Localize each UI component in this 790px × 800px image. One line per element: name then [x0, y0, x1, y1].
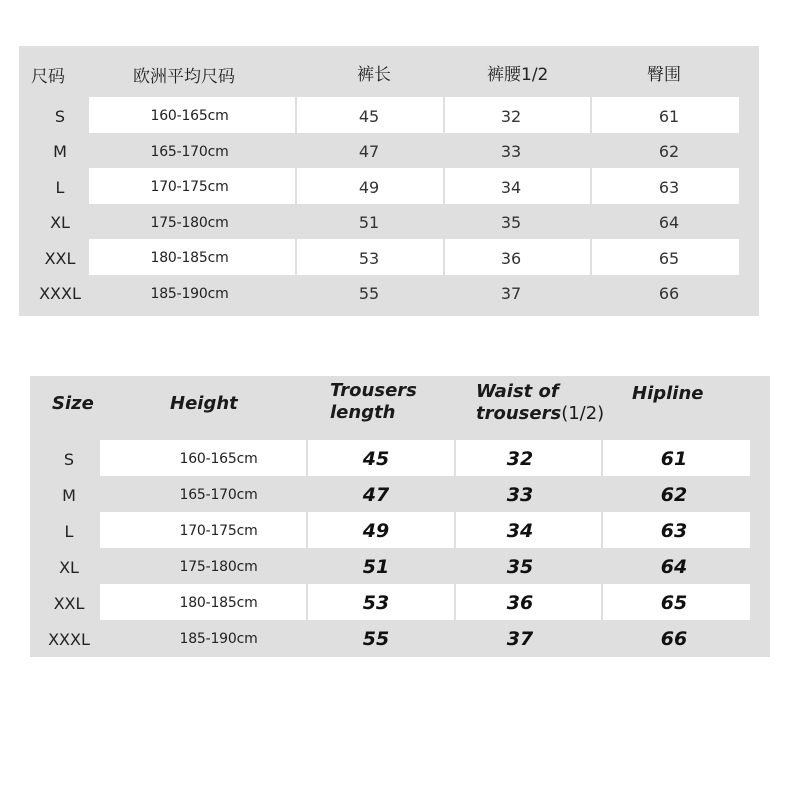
hip-cell: 61	[658, 106, 680, 126]
hip-cell: 64	[660, 556, 688, 578]
size-cell: M	[53, 142, 67, 161]
header-waist-line2-text: trousers	[476, 403, 562, 424]
size-cell: S	[63, 449, 75, 469]
column-separator	[601, 440, 603, 476]
header-size: 尺码	[31, 66, 65, 87]
size-cell: M	[62, 485, 76, 505]
height-cell: 170-175cm	[150, 179, 229, 195]
hip-cell: 64	[658, 213, 680, 232]
hip-cell: 65	[660, 592, 688, 614]
length-cell: 49	[358, 177, 380, 197]
header-waist	[476, 380, 604, 426]
size-cell: L	[55, 177, 65, 197]
size-table-chinese	[19, 46, 759, 316]
height-cell: 175-180cm	[179, 559, 258, 575]
length-cell: 55	[358, 284, 380, 303]
hip-cell: 65	[658, 248, 680, 268]
height-cell: 160-165cm	[179, 451, 258, 467]
height-cell: 165-170cm	[179, 487, 258, 503]
hip-cell: 62	[660, 484, 688, 506]
waist-cell: 34	[500, 177, 522, 197]
column-separator	[590, 97, 592, 133]
length-cell: 47	[362, 484, 390, 506]
size-table-english	[30, 376, 770, 657]
waist-cell: 34	[506, 520, 534, 542]
height-cell: 180-185cm	[179, 595, 258, 611]
height-cell: 180-185cm	[150, 250, 229, 266]
header-height: Height	[170, 393, 238, 414]
height-cell: 185-190cm	[179, 631, 258, 647]
hip-cell: 66	[660, 628, 688, 650]
column-separator	[454, 440, 456, 476]
waist-cell: 32	[506, 448, 534, 470]
size-cell: XXXL	[48, 629, 90, 649]
header-size: Size	[52, 393, 94, 414]
header-waist-suffix: (1/2)	[561, 403, 605, 424]
column-separator	[443, 168, 445, 204]
header-waist-line2	[476, 403, 604, 425]
header-waist-line1: Waist of	[476, 381, 559, 402]
waist-cell: 35	[506, 556, 534, 578]
length-cell: 53	[362, 592, 390, 614]
column-separator	[295, 168, 297, 204]
column-separator	[454, 584, 456, 620]
length-cell: 53	[358, 248, 380, 268]
column-separator	[306, 584, 308, 620]
size-cell: XXL	[53, 593, 85, 613]
column-separator	[443, 97, 445, 133]
hip-cell: 62	[658, 142, 680, 161]
column-separator	[295, 97, 297, 133]
header-length-line2: length	[330, 402, 396, 423]
header-waist: 裤腰1/2	[487, 64, 549, 85]
length-cell: 55	[362, 628, 390, 650]
length-cell: 45	[362, 448, 390, 470]
height-cell: 165-170cm	[150, 143, 229, 160]
size-cell: L	[64, 521, 74, 541]
column-separator	[590, 239, 592, 275]
hip-cell: 61	[660, 448, 688, 470]
waist-cell: 32	[500, 106, 522, 126]
waist-cell: 37	[500, 284, 522, 303]
column-separator	[601, 584, 603, 620]
length-cell: 47	[358, 142, 380, 161]
column-separator	[306, 440, 308, 476]
column-separator	[454, 512, 456, 548]
waist-cell: 33	[500, 142, 522, 161]
waist-cell: 36	[500, 248, 522, 268]
column-separator	[306, 512, 308, 548]
length-cell: 49	[362, 520, 390, 542]
size-cell: XL	[50, 213, 70, 232]
column-separator	[601, 512, 603, 548]
height-cell: 160-165cm	[150, 108, 229, 124]
header-hip: 臀围	[647, 64, 681, 85]
hip-cell: 63	[660, 520, 688, 542]
size-cell: S	[54, 106, 66, 126]
size-cell: XXXL	[39, 284, 81, 303]
height-cell: 175-180cm	[150, 214, 229, 231]
waist-cell: 35	[500, 213, 522, 232]
column-separator	[590, 168, 592, 204]
waist-cell: 37	[506, 628, 534, 650]
height-cell: 185-190cm	[150, 285, 229, 302]
length-cell: 51	[362, 556, 390, 578]
size-cell: XXL	[44, 248, 76, 268]
height-cell: 170-175cm	[179, 523, 258, 539]
hip-cell: 63	[658, 177, 680, 197]
waist-cell: 36	[506, 592, 534, 614]
header-length: 裤长	[357, 64, 391, 85]
header-length	[330, 379, 417, 425]
hip-cell: 66	[658, 284, 680, 303]
length-cell: 51	[358, 213, 380, 232]
waist-cell: 33	[506, 484, 534, 506]
length-cell: 45	[358, 106, 380, 126]
column-separator	[295, 239, 297, 275]
size-cell: XL	[59, 557, 79, 577]
header-length-line1: Trousers	[330, 380, 417, 401]
header-height: 欧洲平均尺码	[133, 66, 235, 87]
column-separator	[443, 239, 445, 275]
header-hip: Hipline	[632, 383, 704, 404]
